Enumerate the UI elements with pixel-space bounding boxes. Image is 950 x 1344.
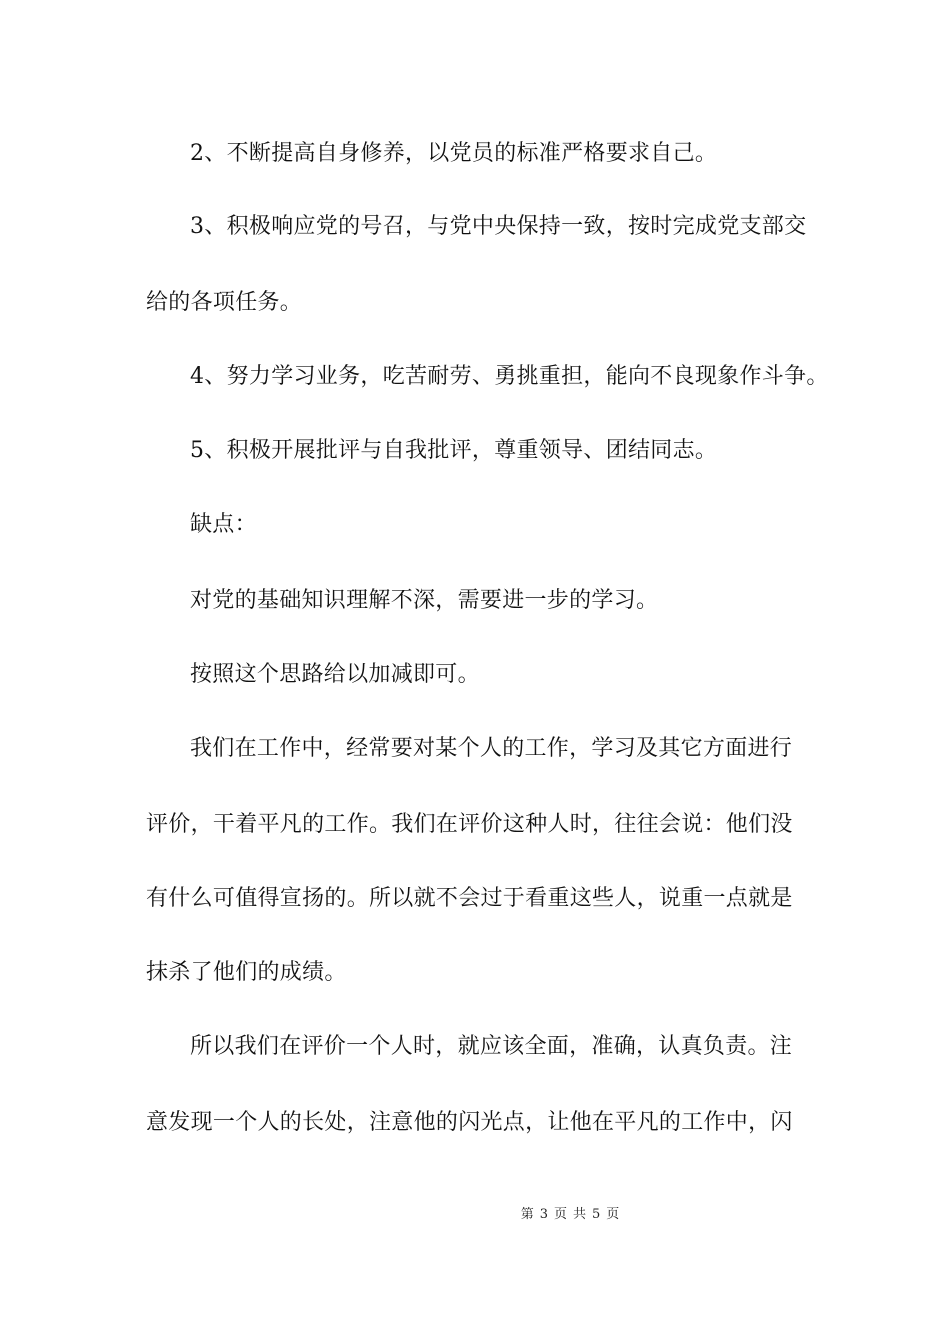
- footer-total-pages: 5: [592, 1207, 601, 1222]
- footer-page-label: 页: [553, 1207, 567, 1222]
- weakness-text: 对党的基础知识理解不深，需要进一步的学习。: [190, 588, 659, 613]
- section-heading-weaknesses: 缺点：: [190, 512, 257, 537]
- list-item-4: 4、努力学习业务，吃苦耐劳、勇挑重担，能向不良现象作斗争。: [190, 364, 829, 389]
- paragraph-1-line-3: 有什么可值得宣扬的。所以就不会过于看重这些人，说重一点就是: [146, 886, 793, 911]
- paragraph-1-line-1: 我们在工作中，经常要对某个人的工作，学习及其它方面进行: [190, 736, 793, 761]
- page-footer: [0, 1206, 950, 1224]
- paragraph-1-line-2: 评价，干着平凡的工作。我们在评价这种人时，往往会说：他们没: [146, 812, 793, 837]
- list-item-2: 2、不断提高自身修养，以党员的标准严格要求自己。: [190, 141, 718, 166]
- list-item-5: 5、积极开展批评与自我批评，尊重领导、团结同志。: [190, 438, 718, 463]
- paragraph-2-line-1: 所以我们在评价一个人时，就应该全面，准确，认真负责。注: [190, 1034, 793, 1059]
- list-item-3-line-1: 3、积极响应党的号召，与党中央保持一致，按时完成党支部交: [190, 214, 807, 239]
- list-item-3-line-2: 给的各项任务。: [146, 290, 303, 315]
- footer-current-page: 3: [539, 1207, 548, 1222]
- paragraph-1-line-4: 抹杀了他们的成绩。: [146, 960, 347, 985]
- paragraph-2-line-2: 意发现一个人的长处，注意他的闪光点，让他在平凡的工作中，闪: [146, 1110, 793, 1135]
- footer-total-label: 共: [573, 1207, 587, 1222]
- footer-suffix: 页: [606, 1207, 620, 1222]
- footer-prefix: 第: [520, 1207, 534, 1222]
- note-text: 按照这个思路给以加减即可。: [190, 662, 480, 687]
